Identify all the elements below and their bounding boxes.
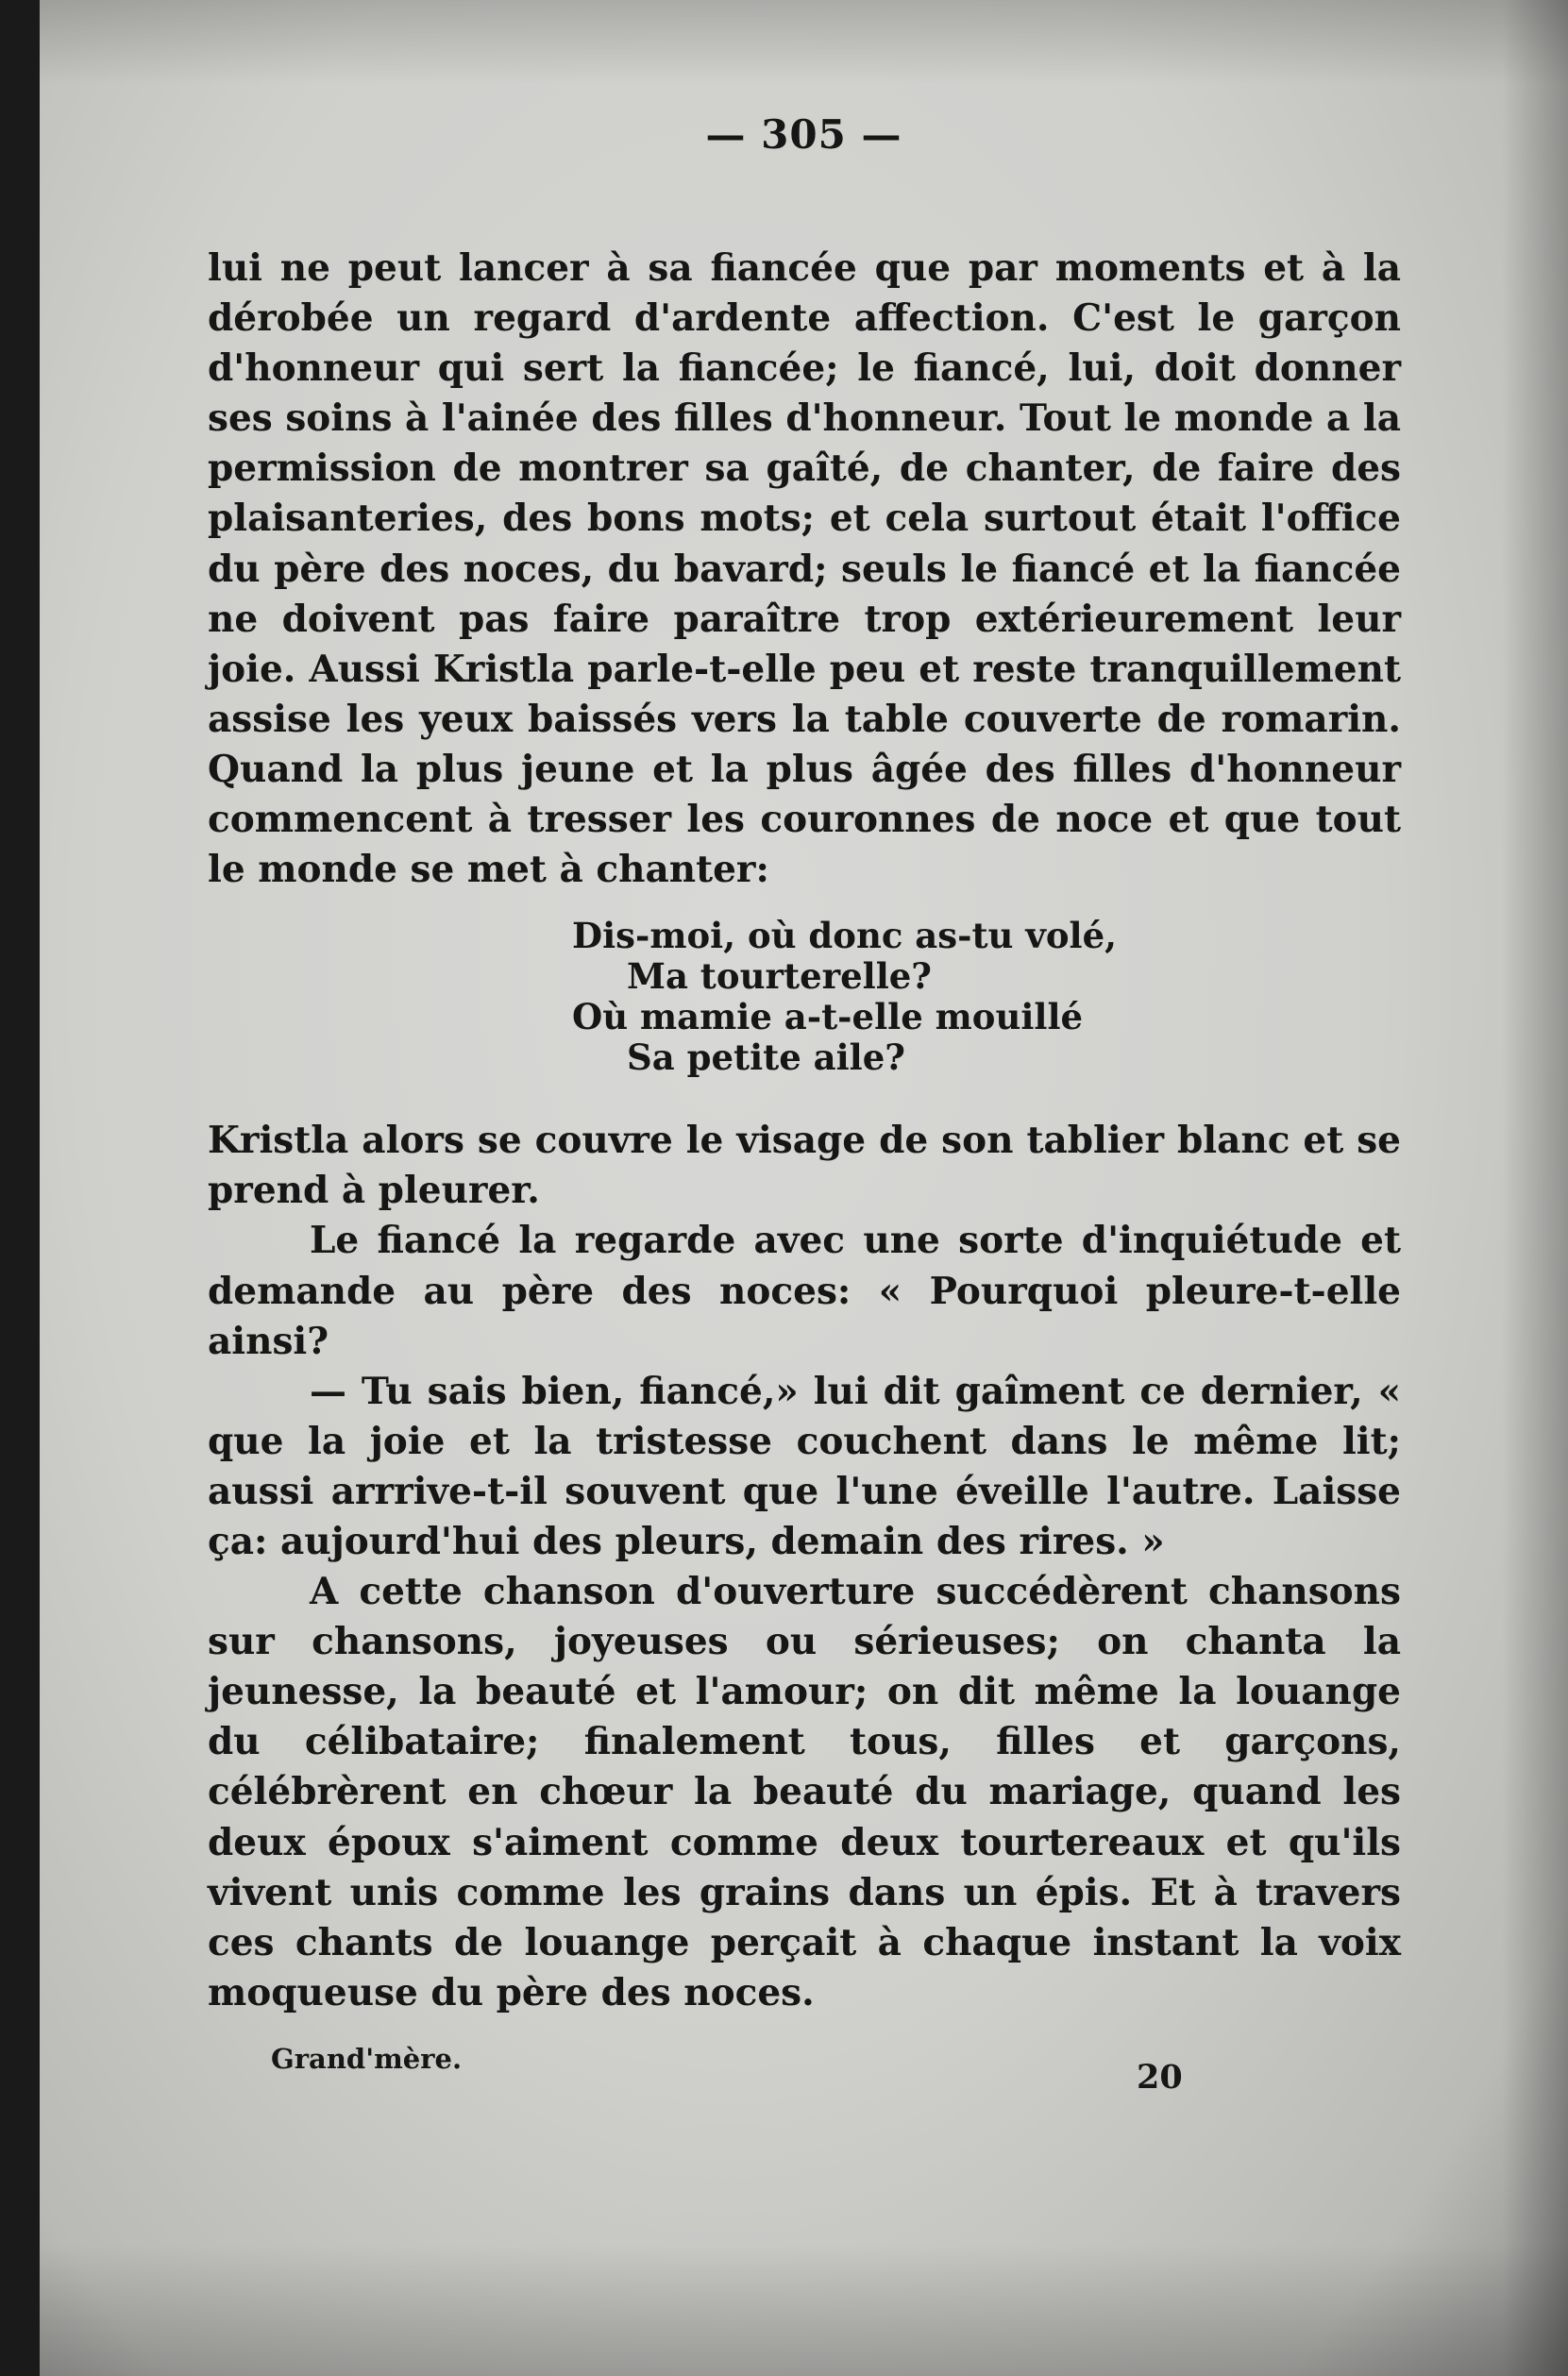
poem-line-1: Dis-moi, où donc as-tu volé, [572, 915, 1117, 957]
page-number: — 305 — [705, 111, 902, 158]
poem-line-2: Ma tourterelle? [627, 955, 932, 998]
poem-line-3: Où mamie a-t-elle mouillé [572, 996, 1084, 1038]
signature-mark: Grand'mère. [271, 2043, 463, 2075]
page-shading-top [40, 0, 1568, 85]
paragraph-4: — Tu sais bien, fiancé,» lui dit gaîment ce dernier, « que la joie et la tristesse couchent dans le même lit; aussi arrrive-t-il souvent que l'une éveille l'autre. Laisse ça: aujourd'hui des pleurs, demain des rires. » [208, 1369, 1401, 1563]
poem-stanza [572, 916, 1401, 1078]
sheet-number: 20 [1137, 2058, 1183, 2097]
poem-line-4: Sa petite aile? [627, 1036, 905, 1079]
page-shading-right [1502, 0, 1568, 2376]
paragraph-5: A cette chanson d'ouverture succédèrent chansons sur chansons, joyeuses ou sérieuses; on chanta la jeunesse, la beauté et l'amour; on dit même la louange du célibataire; finalement tous, filles et garçons, célébrèrent en chœur la beauté du mariage, quand les deux époux s'aiment comme deux tourtereaux et qu'ils vivent unis comme les grains dans un épis. Et à travers ces chants de louange perçait à chaque instant la voix moqueuse du père des noces. [208, 1570, 1401, 2014]
book-page [40, 0, 1568, 2376]
paragraph-3: Le fiancé la regarde avec une sorte d'inquiétude et demande au père des noces: « Pourquoi pleure-t-elle ainsi? [208, 1219, 1401, 1363]
paragraph-2: Kristla alors se couvre le visage de son tablier blanc et se prend à pleurer. [208, 1119, 1401, 1213]
page-body [208, 244, 1401, 2018]
page-shading-bottom [40, 2244, 1568, 2376]
paragraph-1: lui ne peut lancer à sa fiancée que par moments et à la dérobée un regard d'ardente affection. C'est le garçon d'honneur qui sert la fiancée; le fiancé, lui, doit donner ses soins à l'ainée des filles d'honneur. Tout le monde a la permission de montrer sa gaîté, de chanter, de faire des plaisanteries, des bons mots; et cela surtout était l'office du père des noces, du bavard; seuls le fiancé et la fiancée ne doivent pas faire paraître trop extérieurement leur joie. Aussi Kristla parle-t-elle peu et reste tranquillement assise les yeux baissés vers la table couverte de romarin. Quand la plus jeune et la plus âgée des filles d'honneur commencent à tresser les couronnes de noce et que tout le monde se met à chanter: [208, 246, 1401, 892]
